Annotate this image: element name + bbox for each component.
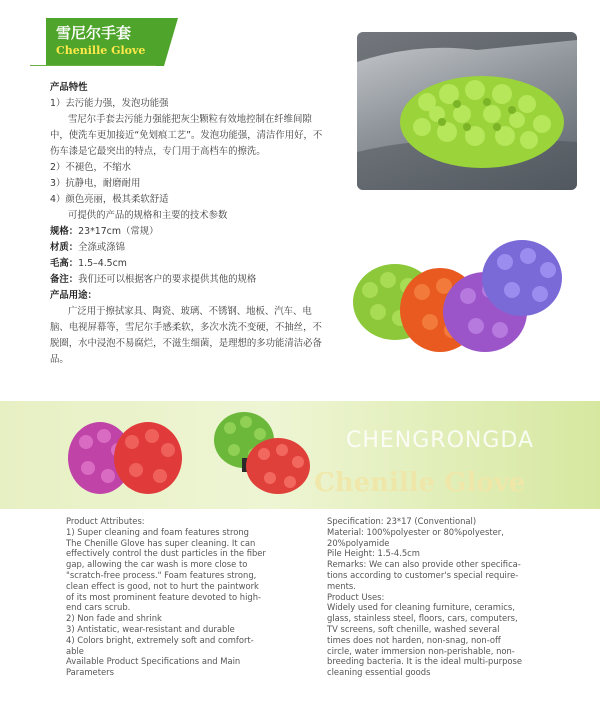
english-left-line: The Chenille Glove has super cleaning. It can [66, 537, 256, 548]
material-value: 全涤或涤锦 [78, 242, 126, 253]
english-left-line: 3) Antistatic, wear-resistant and durable [66, 623, 235, 634]
english-right-line: Product Uses: [327, 591, 385, 602]
title-english: Chenille Glove [56, 44, 146, 57]
english-left-line: "scratch-free process." Foam features strong, [66, 569, 257, 580]
remark-label: 备注： [50, 274, 79, 285]
feature-1: 1）去污能力强，发泡功能强 [50, 98, 169, 109]
english-left-line: 2) Non fade and shrink [66, 613, 162, 624]
photo-stacked-gloves [350, 230, 565, 360]
green-red-gloves-illustration [212, 410, 312, 496]
title-chinese: 雪尼尔手套 [56, 24, 132, 42]
english-left-line: clean effect is good, not to hurt the paintwork [66, 580, 259, 591]
remark-value: 我们还可以根据客户的要求提供其他的规格 [78, 274, 257, 285]
english-right-line: Remarks: We can also provide other specifica- [327, 559, 521, 570]
photo-pink-gloves [66, 418, 184, 496]
band-product-name: Chenille Glove [314, 468, 526, 498]
chinese-description [50, 80, 325, 368]
english-right-line: breeding bacteria. It is the ideal multi-purpose [327, 656, 523, 667]
english-left-line: gap, allowing the car wash is more close to [66, 559, 248, 570]
uses-heading: 产品用途： [50, 290, 97, 301]
feature-3: 3）抗静电，耐磨耐用 [50, 178, 141, 189]
pile-label: 毛高： [50, 258, 79, 269]
english-right-line: Pile Height: 1.5-4.5cm [327, 548, 420, 559]
english-right-line: cleaning essential goods [327, 667, 431, 678]
english-left-line: 1) Super cleaning and foam features strong [66, 526, 249, 537]
english-right-line: times does not harden, non-snag, non-off [327, 634, 501, 645]
english-right-line: circle, water immersion non-perishable, non- [327, 645, 515, 656]
spec-intro: 可提供的产品的规格和主要的技术参数 [68, 210, 228, 221]
feature-2: 2）不褪色，不缩水 [50, 162, 131, 173]
spec-value: 23*17cm（常规） [78, 226, 159, 237]
english-right-line: tions according to customer's special require- [327, 569, 519, 580]
english-left-line: 4) Colors bright, extremely soft and comfort- [66, 634, 254, 645]
english-right-line: Material: 100%polyester or 80%polyester, [327, 526, 504, 537]
pile-row [50, 256, 325, 272]
brand-name: CHENGRONGDA [346, 428, 535, 453]
english-right-line: Widely used for cleaning furniture, ceramics, [327, 602, 515, 613]
features-heading: 产品特性 [50, 82, 88, 93]
english-right-line: ments. [327, 580, 356, 591]
spec-row [50, 224, 325, 240]
header-divider [30, 65, 156, 66]
feature-4: 4）颜色亮丽，极其柔软舒适 [50, 194, 169, 205]
english-left-line: Parameters [66, 667, 114, 678]
pink-gloves-illustration [66, 418, 184, 496]
english-left-line: Product Attributes: [66, 516, 145, 526]
english-left-column [66, 516, 311, 678]
glove-on-car-illustration [357, 32, 577, 190]
english-left-line: of its most prominent feature devoted to high- [66, 591, 262, 602]
uses-desc: 广泛用于擦拭家具、陶瓷、玻璃、不锈钢、地板、汽车、电脑、电视屏幕等，雪尼尔手感柔软，多次水洗不变硬，不抽丝，不脱圈，水中浸泡不易腐烂，不滋生细菌，是理想的多功能清洁必备品。 [50, 306, 322, 365]
english-left-line: effectively control the dust particles in the fiber [66, 548, 266, 559]
english-right-line: 20%polyamide [327, 537, 390, 548]
remark-row [50, 272, 325, 288]
spec-label: 规格： [50, 226, 79, 237]
english-right-line: TV screens, soft chenille, washed several [327, 623, 500, 634]
english-left-line: Available Product Specifications and Main [66, 656, 241, 667]
material-row [50, 240, 325, 256]
english-left-line: able [66, 645, 84, 656]
material-label: 材质： [50, 242, 79, 253]
photo-glove-on-car [357, 32, 577, 190]
photo-green-red-gloves [212, 410, 312, 496]
english-left-line: end cars scrub. [66, 602, 131, 613]
pile-value: 1.5–4.5cm [78, 258, 127, 269]
english-right-line: Specification: 23*17 (Conventional) [327, 516, 477, 526]
stacked-gloves-illustration [350, 230, 565, 360]
english-right-line: glass, stainless steel, floors, cars, computers, [327, 613, 518, 624]
english-right-column [327, 516, 577, 678]
feature-1-desc: 雪尼尔手套去污能力强能把灰尘颗粒有效地控制在纤维间隙中，使洗车更加接近“免划痕工艺”。发泡功能强，清洁作用好，不伤车漆是它最突出的特点，专门用于高档车的擦洗。 [50, 114, 323, 157]
